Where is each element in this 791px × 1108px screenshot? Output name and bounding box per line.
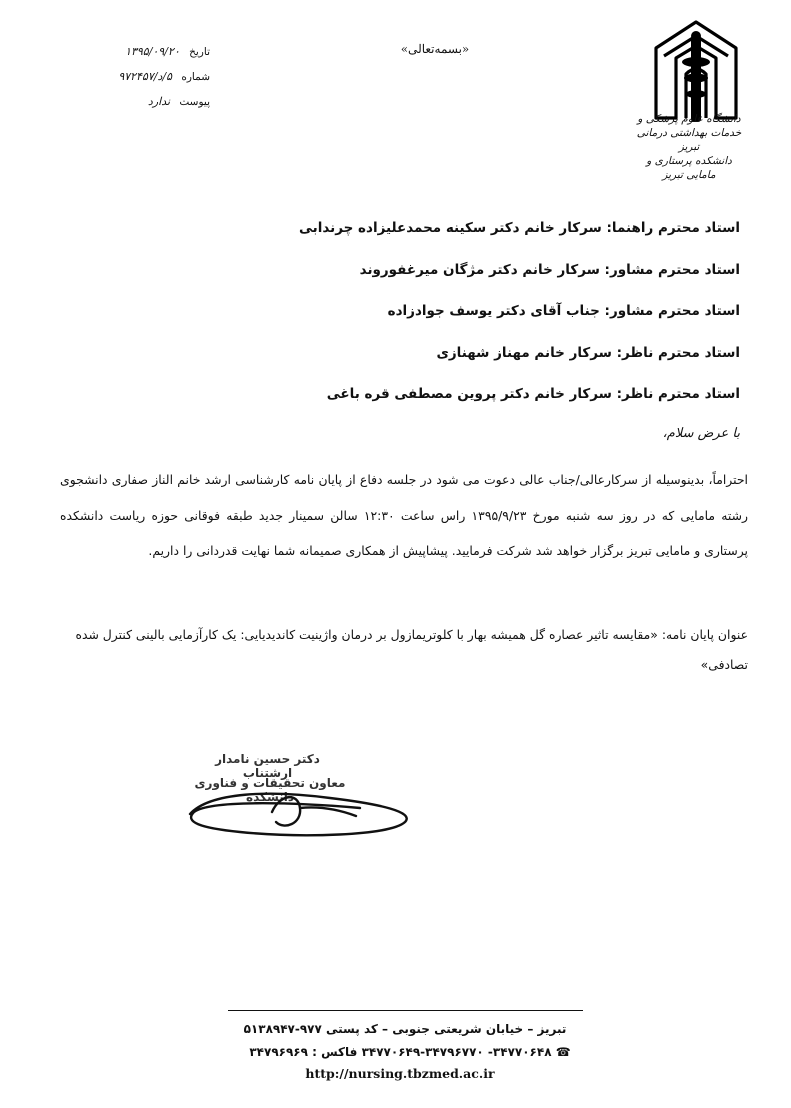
date-row <box>80 42 210 67</box>
signatory-name: دکتر حسین نامدار ارشتناب <box>215 752 320 780</box>
logo-caption-line: دانشکده پرستاری و مامایی تبریز <box>646 155 732 181</box>
handwritten-signature <box>180 772 420 842</box>
footer-address: تبریز – خیابان شریعتی جنوبی – کد پستی ۹۷۷-۵۱۳۸۹۴۷ <box>243 1022 567 1036</box>
attachment-row <box>80 92 210 117</box>
signatory-role: معاون تحقیقات و فناوری دانشکده <box>194 776 346 804</box>
footer-website: http://nursing.tbzmed.ac.ir <box>305 1066 495 1081</box>
addressee-line: استاد محترم ناظر: سرکار خانم مهناز شهنازی <box>436 344 740 361</box>
date-value: ۱۳۹۵/۰۹/۲۰ <box>125 45 180 58</box>
footer-phone-fax: ☎ ۳۴۷۷۰۶۴۸- ۳۴۷۷۰۶۴۹-۳۴۷۹۶۷۷۰ فاکس : ۳۴۷۹۶۹۶۹ <box>249 1045 571 1059</box>
number-label: شماره <box>181 71 210 83</box>
thesis-title: عنوان پایان نامه: «مقایسه تاثیر عصاره گل همیشه بهار با کلوتریمازول بر درمان واژینیت کاندیدیایی: یک کارآزمایی بالینی کنترل شده تصادفی» <box>75 627 748 672</box>
logo-caption <box>630 112 748 182</box>
thesis-title-block <box>60 620 748 680</box>
number-value: ۵/د/۹۷۲۴۵۷ <box>118 70 173 83</box>
attachment-label: پیوست <box>179 96 210 108</box>
date-label: تاریخ <box>189 46 210 58</box>
logo-caption-line: خدمات بهداشتی درمانی تبریز <box>636 127 742 153</box>
invitation-paragraph: احتراماً، بدینوسیله از سرکارعالی/جناب عالی دعوت می شود در جلسه دفاع از پایان نامه کارشناسی ارشد خانم الناز صفاری دانشجوی رشته مامایی که در روز سه شنبه مورخ ۱۳۹۵/۹/۲۳ راس ساعت ۱۲:۳۰ سالن سمینار جدید طبقه فوقانی حوزه ریاست دانشکده پرستاری و مامایی تبریز برگزار خواهد شد شرکت فرمایید. پیشاپیش از همکاری صمیمانه شما نهایت قدردانی را داریم. <box>60 472 748 559</box>
footer-divider <box>228 1010 583 1011</box>
addressee-list <box>60 208 740 416</box>
addressee-line: استاد محترم مشاور: سرکار خانم دکتر مژگان میرغفوروند <box>359 261 740 278</box>
greeting: با عرض سلام، <box>662 426 740 441</box>
letter-body <box>60 462 748 569</box>
addressee-line: استاد محترم راهنما: سرکار خانم دکتر سکینه محمدعلیزاده چرندابی <box>299 220 740 236</box>
addressee-line: استاد محترم مشاور: جناب آقای دکتر یوسف جوادزاده <box>387 303 740 319</box>
bismillah-heading: «بسمه‌تعالی» <box>400 42 470 56</box>
attachment-value: ندارد <box>147 95 171 108</box>
logo-caption-line: دانشگاه علوم پزشکی و <box>637 113 741 125</box>
letter-meta <box>80 42 210 117</box>
number-row <box>80 67 210 92</box>
addressee-line: استاد محترم ناظر: سرکار خانم دکتر پروین مصطفی قره باغی <box>326 386 740 402</box>
